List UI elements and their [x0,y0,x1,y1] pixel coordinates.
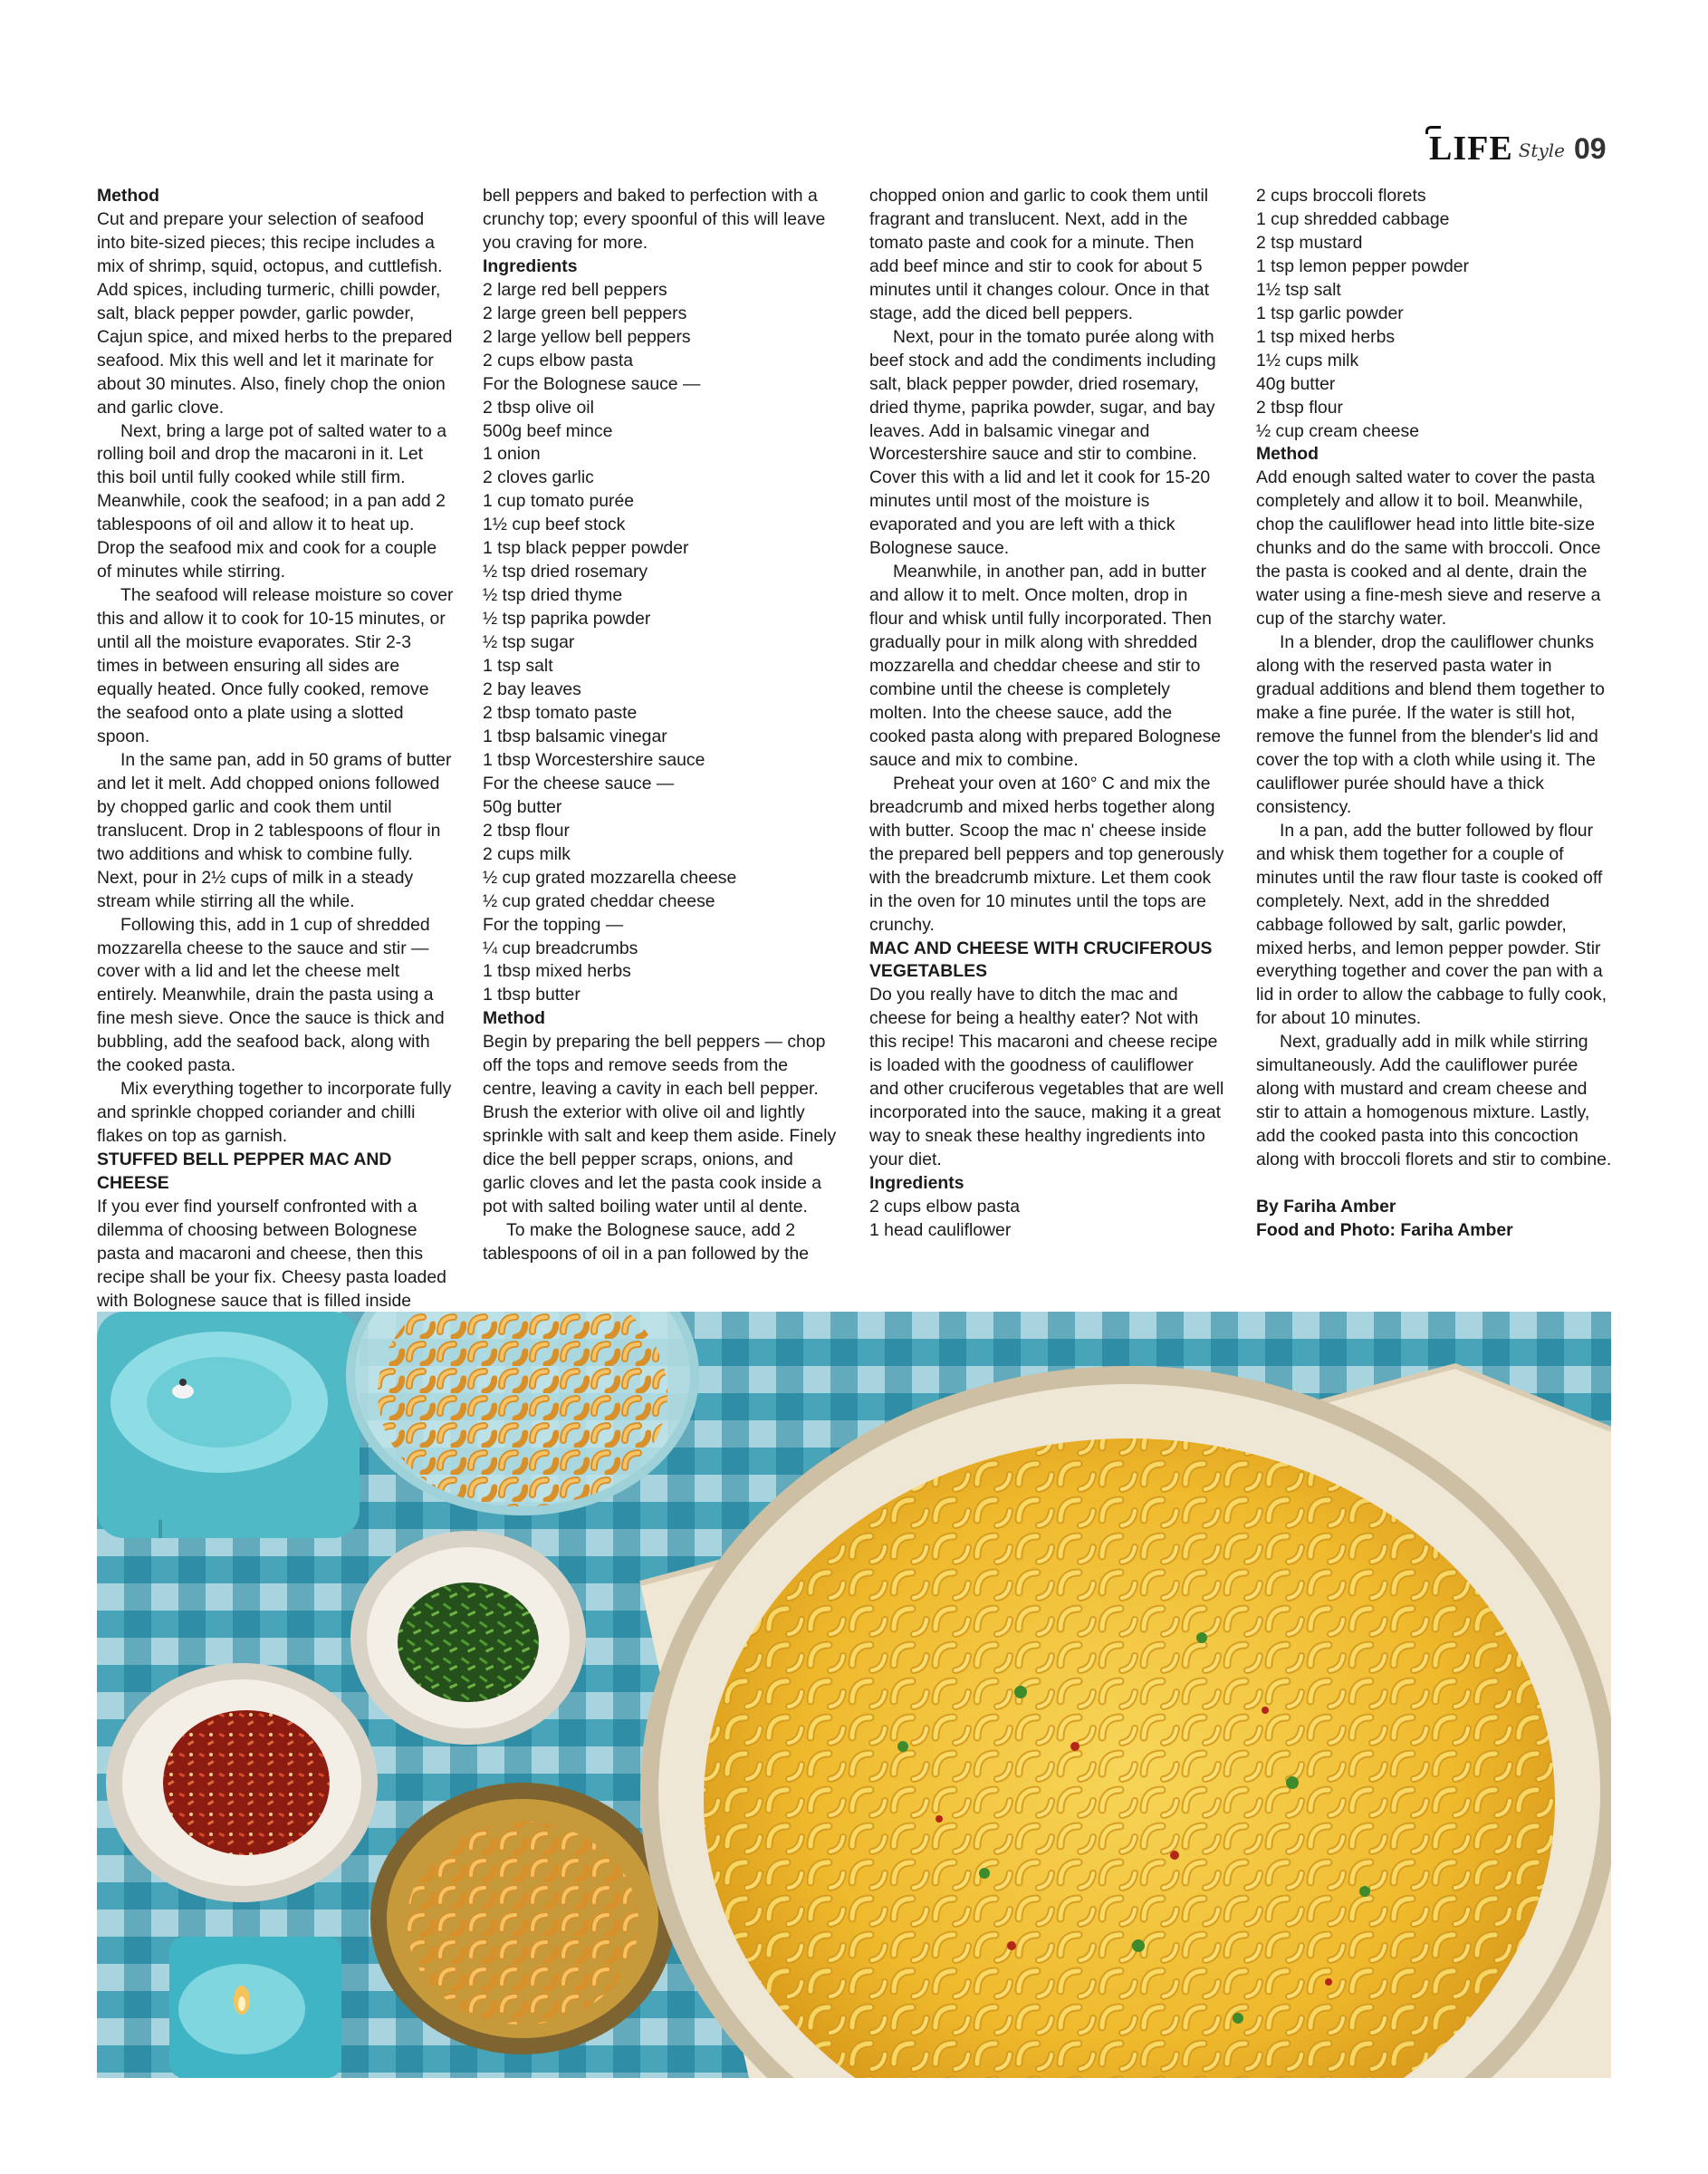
ingredient-line: 1½ tsp salt [1256,279,1341,300]
body-paragraph: To make the Bolognese sauce, add 2 tablespoons of oil in a pan followed by the [483,1219,810,1264]
section-heading: Food and Photo: Fariha Amber [1256,1219,1513,1240]
ingredient-line: 2 cloves garlic [483,467,594,488]
ingredient-line: 1 tsp salt [483,656,553,677]
body-paragraph: Next, gradually add in milk while stirring simultaneously. Add the cauliflower purée along with mustard and cream cheese and stir to attain a homogenous mixture. Lastly, add the cooked pasta into this concoction along with broccoli florets and stir to combine. [1256,1032,1612,1170]
section-heading: STUFFED BELL PEPPER MAC AND CHEESE [97,1150,392,1194]
ingredient-line: 2 large green bell peppers [483,303,687,323]
body-paragraph: Cut and prepare your selection of seafood into bite-sized pieces; this recipe includes a mix of shrimp, squid, octopus, and cuttlefish. Add spices, including turmeric, chilli powder, salt, black pepper powder, garlic powder, Cajun spice, and mixed herbs to the prepared seafood. Mix this well and let it marinate for about 30 minutes. Also, finely chop the onion and garlic clove. [97,208,453,418]
page-number: 09 [1573,131,1607,165]
ingredient-line: 2 large yellow bell peppers [483,326,691,347]
mac-and-cheese-photo [97,1312,1611,2078]
article-column-1 [97,185,454,1313]
ingredient-line: ½ tsp paprika powder [483,609,651,630]
section-heading: Method [97,186,159,206]
ingredient-line: 1 tbsp Worcestershire sauce [483,749,705,770]
ingredient-line: 2 bay leaves [483,679,581,700]
section-heading: By Fariha Amber [1256,1196,1396,1217]
ingredient-line: 2 large red bell peppers [483,279,667,300]
ingredient-line: 1 cup shredded cabbage [1256,208,1450,229]
ingredient-line: ½ tsp sugar [483,632,575,653]
ingredient-line: ½ tsp dried rosemary [483,562,648,582]
ingredient-line: 2 cups elbow pasta [483,350,634,370]
ingredient-line: 1 head cauliflower [869,1219,1012,1240]
article-column-4 [1256,185,1613,1243]
section-heading: Method [1256,444,1319,465]
ingredient-line: For the topping — [483,914,624,935]
body-paragraph: In a pan, add the butter followed by flour and whisk them together for a couple of minutes until the raw flour taste is cooked off completely. Next, add in the shredded cabbage followed by salt, garlic powder, mixed herbs, and lemon pepper powder. Stir everything together and cover the pan with a lid in order to allow the cabbage to fully cook, for about 10 minutes. [1256,820,1607,1029]
ingredient-line: 1 tsp garlic powder [1256,303,1404,323]
ingredient-line: For the cheese sauce — [483,773,675,794]
body-paragraph: Preheat your oven at 160° C and mix the breadcrumb and mixed herbs together along with butter. Scoop the mac n' cheese inside the prepared bell peppers and top generously with the breadcrumb mixture. Let them cook in the oven for 10 minutes until the tops are crunchy. [869,773,1224,935]
ingredient-line: ½ cup grated mozzarella cheese [483,867,737,888]
ingredient-line: 2 tbsp flour [1256,397,1343,418]
herb-bowl [350,1531,586,1745]
section-heading: Ingredients [869,1173,964,1194]
ingredient-line: 1 tbsp balsamic vinegar [483,726,667,746]
chilli-flakes-bowl [106,1663,378,1902]
body-paragraph: Add enough salted water to cover the pasta completely and allow it to boil. Meanwhile, chop the cauliflower head into little bite-size chunks and do the same with broccoli. Once the pasta is cooked and al dente, drain the water using a fine-mesh sieve and reserve a cup of the starchy water. [1256,467,1601,630]
masthead-logo-life: LIFE [1429,130,1513,168]
article-column-3 [869,185,1226,1243]
body-paragraph: bell peppers and baked to perfection with a crunchy top; every spoonful of this will leave you craving for more. [483,186,826,253]
article-column-2 [483,185,840,1266]
ingredient-line: 2 cups elbow pasta [869,1196,1021,1217]
ingredient-line: 40g butter [1256,373,1336,394]
ingredient-line: 2 tbsp flour [483,820,570,841]
candle-jar [97,1312,360,1538]
body-paragraph: Do you really have to ditch the mac and cheese for being a healthy eater? Not with this recipe! This macaroni and cheese recipe is loaded with the goodness of cauliflower and other cruciferous vegetables that are well incorporated into the sauce, making it a great way to sneak these healthy ingredients into your diet. [869,985,1224,1170]
body-paragraph: Next, bring a large pot of salted water to a rolling boil and drop the macaroni in it. Let this boil until fully cooked while still firm. Meanwhile, cook the seafood; in a pan add 2 tablespoons of oil and allow it to heat up. Drop the seafood mix and cook for a couple of minutes while stirring. [97,420,447,582]
section-heading: Ingredients [483,255,578,276]
dry-pasta-bowl [370,1783,675,2054]
body-paragraph: Meanwhile, in another pan, add in butter and allow it to melt. Once molten, drop in flour and whisk until fully incorporated. Then gradually pour in milk along with shredded mozzarella and cheddar cheese and stir to combine until the cheese is completely molten. Into the cheese sauce, add the cooked pasta along with prepared Bolognese sauce and mix to combine. [869,562,1222,770]
ingredient-line: 50g butter [483,796,562,817]
body-paragraph: If you ever find yourself confronted with a dilemma of choosing between Bolognese pasta and macaroni and cheese, then this recipe shall be your fix. Cheesy pasta loaded with Bolognese sauce that is filled inside [97,1196,446,1311]
ingredient-line: 1½ cups milk [1256,350,1359,370]
spacer [1256,1172,1613,1196]
ingredient-line: 2 tbsp olive oil [483,397,594,418]
ingredient-line: 1 tsp lemon pepper powder [1256,255,1469,276]
body-paragraph: Following this, add in 1 cup of shredded mozzarella cheese to the sauce and stir — cover with a lid and let the cheese melt entirely. Meanwhile, drain the pasta using a fine mesh sieve. Once the sauce is thick and bubbling, add the seafood back, along with the cooked pasta. [97,914,445,1076]
ingredient-line: 1 tsp black pepper powder [483,538,689,559]
ingredient-line: 1 onion [483,444,541,465]
body-paragraph: Mix everything together to incorporate fully and sprinkle chopped coriander and chilli flakes on top as garnish. [97,1079,452,1147]
ingredient-line: 1 tsp mixed herbs [1256,326,1396,347]
body-paragraph: Begin by preparing the bell peppers — chop off the tops and remove seeds from the centre, leaving a cavity in each bell pepper. Brush the exterior with olive oil and lightly sprinkle with salt and keep them aside. Finely dice the bell pepper scraps, onions, and garlic cloves and let the pasta cook inside a pot with salted boiling water until al dente. [483,1032,837,1217]
section-heading: MAC AND CHEESE WITH CRUCIFEROUS VEGETABLES [869,938,1213,982]
ingredient-line: ¼ cup breadcrumbs [483,938,638,958]
magazine-masthead [1429,123,1646,174]
ingredient-line: 2 tbsp tomato paste [483,702,638,723]
ingredient-line: 2 cups broccoli florets [1256,186,1426,206]
body-paragraph: Next, pour in the tomato purée along with beef stock and add the condiments including salt, black pepper powder, dried rosemary, dried thyme, paprika powder, sugar, and bay leaves. Add in balsamic vinegar and Worcestershire sauce and stir to combine. Cover this with a lid and let it cook for 15-20 minutes until most of the moisture is evaporated and you are left with a thick Bolognese sauce. [869,326,1216,559]
ingredient-line: ½ cup cream cheese [1256,420,1419,441]
ingredient-line: 2 tsp mustard [1256,232,1363,253]
body-paragraph: In a blender, drop the cauliflower chunks along with the reserved pasta water in gradual additions and blend them together to make a fine purée. If the water is still hot, remove the funnel from the blender's lid and cover the top with a cloth while using it. The cauliflower purée should have a thick consistency. [1256,632,1605,817]
ingredient-line: 1½ cup beef stock [483,515,626,535]
ingredient-line: 500g beef mince [483,420,613,441]
body-paragraph: In the same pan, add in 50 grams of butter and let it melt. Add chopped onions followed by chopped garlic and cook them until translucent. Drop in 2 tablespoons of flour in two additions and whisk to combine fully. Next, pour in 2½ cups of milk in a steady stream while stirring all the while. [97,749,452,911]
body-paragraph: The seafood will release moisture so cover this and allow it to cook for 10-15 minutes, or until all the moisture evaporates. Stir 2-3 times in between ensuring all sides are equally heated. Once fully cooked, remove the seafood onto a plate using a slotted spoon. [97,585,454,746]
section-heading: Method [483,1008,545,1029]
tea-light-candle [169,1937,341,2078]
ingredient-line: ½ cup grated cheddar cheese [483,890,715,911]
ingredient-line: 1 cup tomato purée [483,491,635,512]
masthead-logo-style: Style [1518,139,1565,161]
ingredient-line: For the Bolognese sauce — [483,373,701,394]
ingredient-line: 1 tbsp butter [483,985,581,1005]
ingredient-line: 1 tbsp mixed herbs [483,961,631,982]
ingredient-line: ½ tsp dried thyme [483,585,623,606]
body-paragraph: chopped onion and garlic to cook them until fragrant and translucent. Next, add in the tomato paste and cook for a minute. Then add beef mince and stir to cook for about 5 minutes until it changes colour. Once in that stage, add the diced bell peppers. [869,186,1210,323]
ingredient-line: 2 cups milk [483,843,571,864]
